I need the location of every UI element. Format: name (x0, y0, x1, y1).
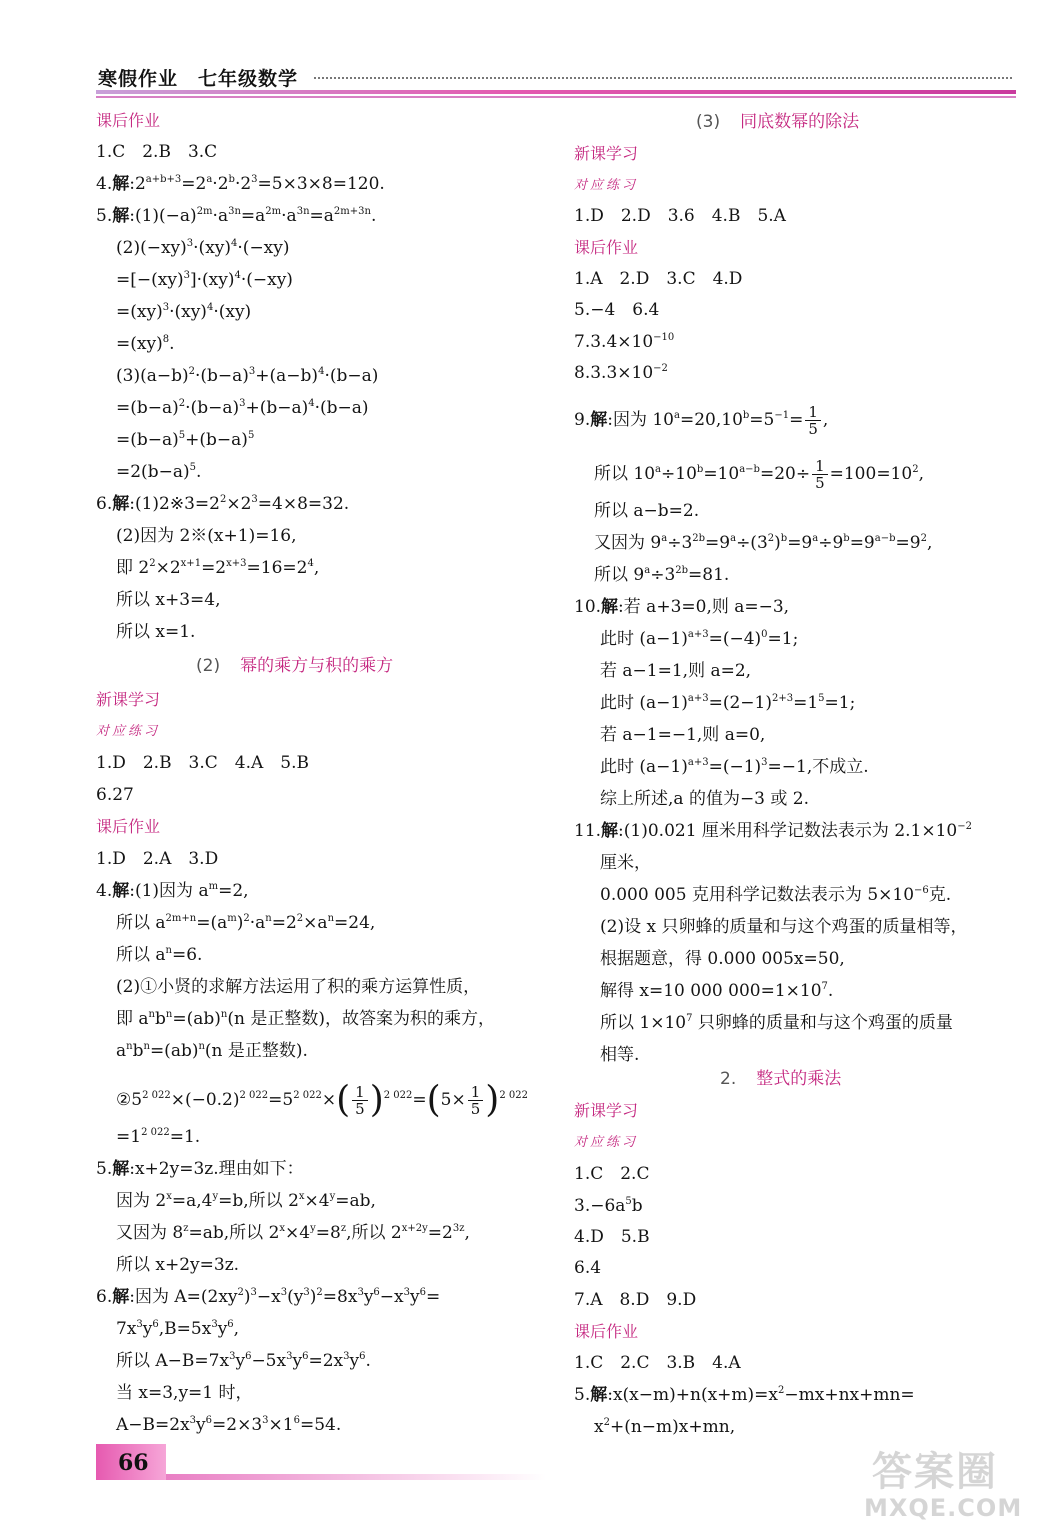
math-line: $a^nb^n=(ab)^n(n$ 是正整数). (116, 1041, 308, 1061)
math-line: 所以 x=1. (116, 622, 196, 642)
watermark-logo (864, 1440, 1050, 1530)
math-line: $=(b-a)^2\cdot(b-a)^3+(b-a)^4\cdot(b-a)$ (116, 398, 369, 418)
math-line: 所以 $10^a\div 10^b=10^{a-b}=20\div$ $\frac{1}{5}$ $=100=10^2$, (594, 457, 924, 492)
page-header (96, 60, 1016, 104)
page-number: 66 (118, 1450, 149, 1476)
math-line: 此时 $(a-1)^{a+3}=(-4)^0=1$; (600, 629, 799, 649)
answer-line: 10.解:若 a+3=0,则 a=−3, (574, 597, 790, 617)
math-line: $=1^{2 022}=1$. (116, 1127, 201, 1147)
math-line: =(xy)$^8$. (116, 334, 175, 354)
answer-line: $7.3.4\times 10^{-10}$ (574, 332, 675, 352)
math-line: 即 $a^nb^n=(ab)^n(n$ 是正整数)，故答案为积的乘方， (116, 1009, 495, 1029)
answer-line: 6.解:因为 $A=(2xy^2)^3-x^3(y^3)^2=8x^3y^6-x^3y^6=$ (96, 1287, 441, 1307)
math-line: 所以 $A-B=7x^3y^6-5x^3y^6=2x^3y^6$. (116, 1351, 371, 1371)
answer-line: 1.D 2.B 3.C 4.A 5.B (96, 753, 309, 773)
section-label-practice: 对应练习 (574, 178, 639, 193)
watermark-text: 答案圈 (872, 1449, 998, 1495)
math-line: 厘米， (600, 853, 651, 873)
page-footer (96, 1444, 546, 1484)
math-line: $=(b-a)^5+(b-a)^5$ (116, 430, 255, 450)
section-label-new-lesson: 新课学习 (96, 690, 161, 709)
math-line: 此时 $(a-1)^{a+3}=(-1)^3=-1$,不成立. (600, 757, 869, 777)
math-line: =[−(xy)$^3$]·(xy)$^4$·(−xy) (116, 270, 293, 290)
solution-label: 解 (112, 174, 130, 194)
answer-line: 1.D 2.A 3.D (96, 849, 219, 869)
math-line: 所以 $a^n=6$. (116, 945, 203, 965)
section-label-homework: 课后作业 (96, 817, 161, 836)
solution-label: 解 (112, 206, 130, 226)
math-line: 又因为 $9^a\div 3^{2b}=9^a\div(3^2)^b=9^a\div 9^b=9^{a-b}=9^2$, (594, 533, 933, 553)
math-line: $x^2+(n-m)x+mn$, (594, 1417, 736, 1437)
answer-line: 5.解$:x(x-m)+n(x+m)=x^2-mx+nx+mn=$ (574, 1385, 915, 1405)
math-line: 所以 x+2y=3z. (116, 1255, 240, 1275)
math-line: $A-B=2x^3y^6=2\times 3^3\times 1^6=54$. (116, 1415, 342, 1435)
answer-line: 1.A 2.D 3.C 4.D (574, 269, 743, 289)
header-dotted-rule (314, 77, 1012, 79)
math-line: 若 a−1=−1,则 a=0, (600, 725, 766, 745)
section-label-homework: 课后作业 (574, 1322, 639, 1341)
header-thin-bar (96, 96, 1016, 98)
math-line: $②5^{2 022}\times(-0.2)^{2 022}=5^{2 022}\times$( $\frac{1}{5}$ )$^{2 022}$=(5× $\frac{1}{5}$ )$^{2 022}$ (116, 1079, 528, 1121)
math-line: 根据题意，得 0.000 005x=50, (600, 949, 845, 969)
answer-line: $3.-6a^5b$ (574, 1196, 643, 1216)
section-title-power-of-power: (2) 幂的乘方与积的乘方 (196, 656, 394, 676)
section-label-new-lesson: 新课学习 (574, 1101, 639, 1120)
math-line: =(xy)$^3$·(xy)$^4$·(xy) (116, 302, 252, 322)
answer-line: 4.解$:2^{a+b+3}=2^a\cdot 2^b\cdot 2^3=5\times 3\times 8=120$. (96, 174, 385, 194)
answer-line: 1.C 2.C 3.B 4.A (574, 1353, 741, 1373)
math-line: 0.000 005 克用科学记数法表示为 $5\times 10^{-6}$克. (600, 885, 952, 905)
math-line: (2)①小贤的求解方法运用了积的乘方运算性质， (116, 977, 481, 997)
answer-line: 5.解$:(1)(-a)^{2m}\cdot a^{3n}=a^{2m}\cdot a^{3n}=a^{2m+3n}$. (96, 206, 377, 226)
math-line: 所以 $9^a\div 3^{2b}=81$. (594, 565, 730, 585)
answer-line: 5.−4 6.4 (574, 300, 660, 320)
math-line: 因为 $2^x=a,4^y=b$,所以 $2^x\times 4^y=ab$, (116, 1191, 376, 1211)
answer-line: 1.D 2.D 3.6 4.B 5.A (574, 206, 786, 226)
header-title: 寒假作业 七年级数学 (98, 68, 299, 90)
answer-line: 1.C 2.B 3.C (96, 142, 218, 162)
math-line: 所以 x+3=4, (116, 590, 221, 610)
footer-rule (166, 1474, 546, 1480)
math-line: 综上所述,a 的值为−3 或 2. (600, 789, 810, 809)
answer-line: 6.解$:(1)2※3=2^2\times 2^3=4\times 8=32$. (96, 494, 350, 514)
section-label-practice: 对应练习 (96, 724, 161, 739)
math-line: 所以 a−b=2. (594, 501, 700, 521)
math-line: 解得 x=10 000 $000=1\times 10^7$. (600, 981, 834, 1001)
section-label-homework: 课后作业 (574, 238, 639, 257)
math-line: (2)设 x 只卵蜂的质量和与这个鸡蛋的质量相等， (600, 917, 968, 937)
section-title-division: (3) 同底数幂的除法 (696, 112, 860, 132)
math-line: $7x^3y^6,B=5x^3y^6$, (116, 1319, 240, 1339)
answer-line: 7.A 8.D 9.D (574, 1290, 697, 1310)
watermark-domain: MXQE.COM (864, 1494, 1023, 1522)
math-line: 又因为 $8^z=ab$,所以 $2^x\times 4^y=8^z$,所以 $2^{x+2y}=2^{3z}$, (116, 1223, 470, 1243)
answer-line: 11.解:(1)0.021 厘米用科学记数法表示为 $2.1\times 10^{-2}$ (574, 821, 972, 841)
math-line: 即 $2^2\times 2^{x+1}=2^{x+3}=16=2^4$, (116, 558, 320, 578)
math-line: 相等. (600, 1045, 640, 1065)
answer-line: 1.C 2.C (574, 1164, 650, 1184)
answer-line: 5.解:x+2y=3z.理由如下： (96, 1159, 304, 1179)
answer-line: 4.解:(1)因为 $a^m=2$, (96, 881, 249, 901)
answer-line: 6.27 (96, 785, 134, 805)
math-line: 若 a−1=1,则 a=2, (600, 661, 752, 681)
math-line: 所以 $a^{2m+n}=(a^m)^2\cdot a^n=2^2\times a^n=24$, (116, 913, 376, 933)
answer-line: 9.解:因为 $10^a=20,10^b=5^{-1}=$ $\frac{1}{5}$ , (574, 403, 829, 438)
answer-line: $8.3.3\times 10^{-2}$ (574, 363, 668, 383)
section-title-polynomial-multiplication: 2. 整式的乘法 (720, 1069, 842, 1089)
header-color-bar (96, 90, 1016, 94)
answer-line: 4.D 5.B (574, 1227, 650, 1247)
section-label-practice: 对应练习 (574, 1135, 639, 1150)
math-line: 当 x=3,y=1 时， (116, 1383, 253, 1403)
section-label-new-lesson: 新课学习 (574, 144, 639, 163)
math-line: $(3)(a-b)^2\cdot(b-a)^3+(a-b)^4\cdot(b-a)$ (116, 366, 379, 386)
math-line: (2)因为 2※(x+1)=16, (116, 526, 297, 546)
math-line: 此时 $(a-1)^{a+3}=(2-1)^{2+3}=1^5=1$; (600, 693, 856, 713)
math-line: $(2)(-xy)^3\cdot(xy)^4\cdot(-xy)$ (116, 238, 290, 258)
math-line: 所以 $1\times 10^7$ 只卵蜂的质量和与这个鸡蛋的质量 (600, 1013, 953, 1033)
math-line: $=2(b-a)^5$. (116, 462, 202, 482)
section-label-homework: 课后作业 (96, 111, 161, 130)
answer-line: 6.4 (574, 1258, 602, 1278)
